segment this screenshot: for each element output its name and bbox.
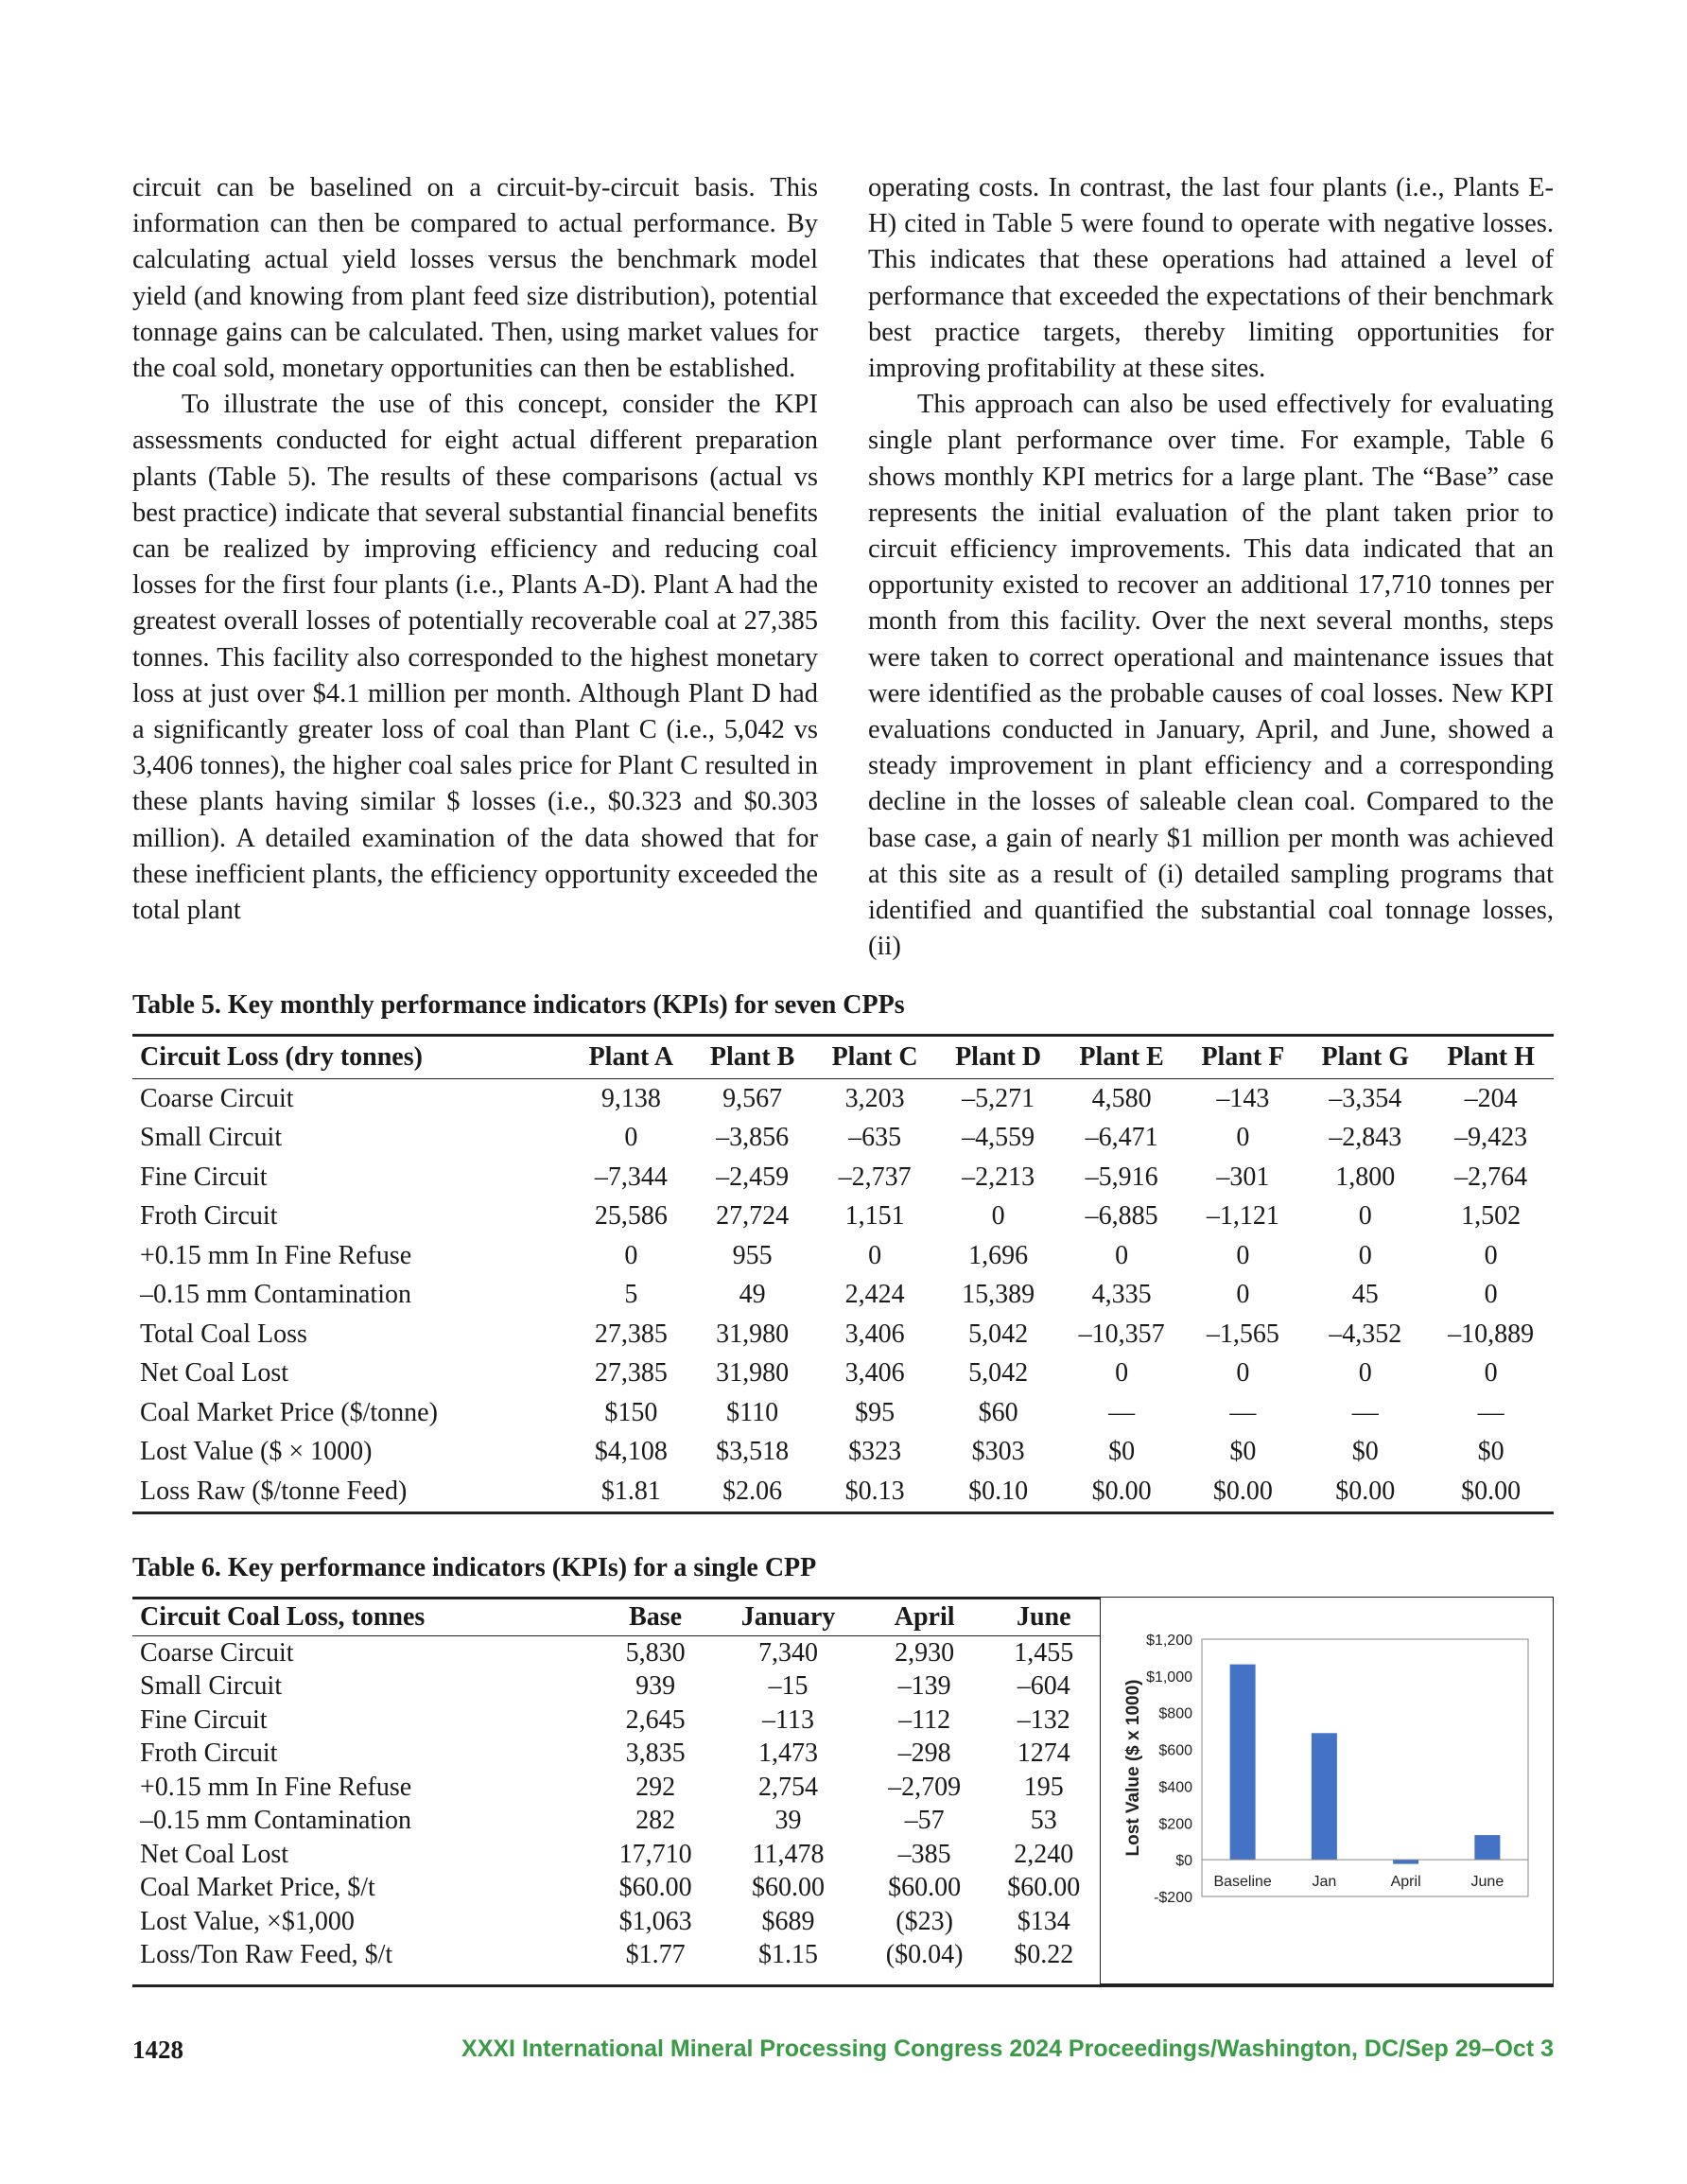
- table-cell: 1274: [1017, 1738, 1070, 1769]
- table-cell: –15: [768, 1671, 809, 1702]
- row-label: Coarse Circuit: [140, 1637, 294, 1668]
- table-cell: 49: [739, 1280, 766, 1310]
- table-cell: 45: [1351, 1280, 1379, 1310]
- table-cell: –2,737: [838, 1162, 912, 1192]
- row-label: –0.15 mm Contamination: [140, 1806, 411, 1836]
- table-cell: –204: [1464, 1083, 1518, 1113]
- column-header: Plant F: [1201, 1042, 1285, 1072]
- y-tick-label: $400: [1158, 1779, 1192, 1796]
- table-cell: 15,389: [962, 1280, 1035, 1310]
- x-tick-label: June: [1470, 1874, 1504, 1891]
- table-cell: 0: [991, 1201, 1005, 1232]
- row-label: Loss/Ton Raw Feed, $/t: [140, 1940, 393, 1970]
- table-cell: $1,063: [618, 1906, 692, 1936]
- table-cell: –3,856: [716, 1123, 790, 1153]
- y-tick-label: -$200: [1154, 1890, 1192, 1906]
- table-row: [132, 1354, 1554, 1394]
- table-cell: 27,724: [716, 1201, 790, 1232]
- column-header: Plant H: [1447, 1042, 1535, 1072]
- column-header: Plant A: [588, 1042, 674, 1072]
- table-cell: 1,455: [1014, 1637, 1074, 1668]
- column-header: Plant D: [955, 1042, 1042, 1072]
- table-cell: $1.77: [625, 1940, 686, 1970]
- row-label: Net Coal Lost: [140, 1358, 289, 1389]
- y-tick-label: $1,000: [1146, 1669, 1192, 1686]
- table-cell: 0: [1115, 1358, 1129, 1389]
- table-cell: $60.00: [888, 1873, 962, 1903]
- table-row: [132, 1236, 1554, 1276]
- table-cell: –139: [897, 1671, 951, 1702]
- table-row: [132, 1079, 1554, 1119]
- row-label: Net Coal Lost: [140, 1839, 289, 1869]
- table-cell: –2,764: [1454, 1162, 1528, 1192]
- table-cell: 292: [635, 1772, 676, 1802]
- row-label: Coarse Circuit: [140, 1083, 294, 1113]
- table-row: [132, 1939, 1102, 1973]
- table-cell: –604: [1017, 1671, 1070, 1702]
- table-cell: 31,980: [716, 1319, 790, 1349]
- x-tick-label: Baseline: [1213, 1874, 1272, 1891]
- table-cell: –635: [848, 1123, 902, 1153]
- table-cell: –1,565: [1206, 1319, 1279, 1349]
- table-cell: 3,203: [844, 1083, 905, 1113]
- table-cell: 0: [1236, 1240, 1250, 1270]
- table-cell: 11,478: [752, 1839, 825, 1869]
- table-row: [132, 1905, 1102, 1939]
- table-cell: –7,344: [594, 1162, 668, 1192]
- paragraph: To illustrate the use of this concept, consider the KPI assessments conducted for eight actual different preparation plants (Table 5). The results of these comparisons (actual vs best practice) indicate that several substantial financial benefits can be realized by improving efficiency and reducing coal losses for the first four plants (i.e., Plants A-D). Plant A had the greatest overall losses of potentially recoverable coal at 27,385 tonnes. This facility also corresponded to the highest monetary loss at just over $4.1 million per month. Although Plant D had a significantly greater loss of coal than Plant C (i.e., 5,042 vs 3,406 tonnes), the higher coal sales price for Plant C resulted in these plants having similar $ losses (i.e., $0.323 and $0.303 million). A detailed examination of the data showed that for these inefficient plants, the efficiency opportunity exceeded the total plant: [132, 390, 818, 926]
- column-header: Plant B: [709, 1042, 795, 1072]
- column-header: April: [894, 1602, 955, 1632]
- table-cell: 5,042: [968, 1358, 1029, 1389]
- row-label: Coal Market Price ($/tonne): [140, 1397, 438, 1427]
- table-cell: 17,710: [618, 1839, 692, 1869]
- table-row: [132, 1276, 1554, 1316]
- table-cell: $0: [1351, 1437, 1379, 1467]
- table-cell: –6,885: [1085, 1201, 1158, 1232]
- table-cell: 0: [868, 1240, 882, 1270]
- table-row: [132, 1472, 1554, 1512]
- table-cell: 0: [1236, 1123, 1250, 1153]
- y-tick-label: $200: [1158, 1816, 1192, 1833]
- y-axis-label: Lost Value ($ x 1000): [1123, 1679, 1143, 1857]
- table-cell: –3,354: [1329, 1083, 1402, 1113]
- table-cell: 9,567: [722, 1083, 783, 1113]
- row-label: Fine Circuit: [140, 1162, 268, 1192]
- table-cell: $60: [978, 1397, 1018, 1427]
- y-tick-label: $1,200: [1146, 1633, 1192, 1649]
- row-label: Coal Market Price, $/t: [140, 1873, 375, 1903]
- table-cell: 0: [1358, 1201, 1372, 1232]
- y-tick-label: $0: [1175, 1853, 1192, 1870]
- table-row: [132, 1838, 1102, 1872]
- table-cell: 0: [1115, 1240, 1129, 1270]
- table-cell: 955: [732, 1240, 773, 1270]
- table-cell: –2,843: [1329, 1123, 1402, 1153]
- table-cell: 31,980: [716, 1358, 790, 1389]
- table6: [132, 1599, 1102, 1972]
- bar: [1393, 1860, 1418, 1863]
- table-cell: $60.00: [1007, 1873, 1081, 1903]
- table-cell: 0: [624, 1123, 638, 1153]
- table-cell: 5,830: [625, 1637, 686, 1668]
- table-cell: 0: [1484, 1280, 1498, 1310]
- table-cell: –2,459: [716, 1162, 790, 1192]
- table-cell: 2,240: [1014, 1839, 1074, 1869]
- column-header: Circuit Loss (dry tonnes): [140, 1042, 423, 1072]
- table-cell: –2,213: [962, 1162, 1035, 1192]
- table-header-row: [132, 1599, 1102, 1636]
- row-label: +0.15 mm In Fine Refuse: [140, 1240, 412, 1270]
- paragraph: circuit can be baselined on a circuit-by-circuit basis. This information can then be compared to actual performance. By calculating actual yield losses versus the benchmark model yield (and knowing from plant feed size distribution), potential tonnage gains can be calculated. Then, using market values for the coal sold, monetary opportunities can then be established.: [132, 173, 818, 384]
- column-header: Base: [629, 1602, 683, 1632]
- footer-text: XXXI International Mineral Processing Congress 2024 Proceedings/Washington, DC/Sep 29–Oct 3: [461, 2035, 1554, 2062]
- table6-block: [132, 1597, 1554, 1987]
- table-cell: ($23): [896, 1906, 953, 1936]
- table-cell: $0.00: [1212, 1476, 1273, 1506]
- table-cell: 1,151: [844, 1201, 905, 1232]
- table-cell: $303: [971, 1437, 1025, 1467]
- lost-value-chart: [1100, 1597, 1554, 1984]
- table-cell: 3,835: [625, 1738, 686, 1769]
- table-cell: 1,502: [1461, 1201, 1522, 1232]
- table-cell: –10,357: [1078, 1319, 1165, 1349]
- table-cell: $0.00: [1461, 1476, 1522, 1506]
- table-cell: $1.81: [600, 1476, 661, 1506]
- table-cell: 39: [774, 1806, 802, 1836]
- table-cell: $150: [604, 1397, 658, 1427]
- table-cell: $0: [1477, 1437, 1504, 1467]
- table-cell: $60.00: [618, 1873, 692, 1903]
- table-cell: 939: [635, 1671, 676, 1702]
- table-cell: 4,335: [1091, 1280, 1152, 1310]
- table-cell: –1,121: [1206, 1201, 1279, 1232]
- row-label: +0.15 mm In Fine Refuse: [140, 1772, 412, 1802]
- table-cell: $0.22: [1014, 1940, 1074, 1970]
- table-row: [132, 1636, 1102, 1670]
- table-cell: $60.00: [752, 1873, 825, 1903]
- table-row: [132, 1197, 1554, 1237]
- table-cell: $0.13: [844, 1476, 905, 1506]
- column-header: Circuit Coal Loss, tonnes: [140, 1602, 426, 1632]
- table-cell: $3,518: [716, 1437, 790, 1467]
- table-cell: 5,042: [968, 1319, 1029, 1349]
- table-cell: $0.00: [1335, 1476, 1396, 1506]
- table-cell: 1,473: [758, 1738, 818, 1769]
- table-cell: 27,385: [594, 1358, 668, 1389]
- table-cell: 0: [1484, 1240, 1498, 1270]
- table-cell: –6,471: [1085, 1123, 1158, 1153]
- table-header-row: [132, 1036, 1554, 1079]
- table-cell: –57: [904, 1806, 945, 1836]
- table-cell: $0: [1229, 1437, 1257, 1467]
- row-label: Small Circuit: [140, 1671, 283, 1702]
- table-row: [132, 1315, 1554, 1354]
- table-cell: –385: [897, 1839, 951, 1869]
- paragraph: This approach can also be used effectively for evaluating single plant performance over time. For example, Table 6 shows monthly KPI metrics for a large plant. The “Base” case represents the initial evaluation of the plant taken prior to circuit efficiency improvements. This data indicated that an opportunity existed to recover an additional 17,710 tonnes per month from this facility. Over the next several months, steps were taken to correct operational and maintenance issues that were identified as the probable causes of coal losses. New KPI evaluations conducted in January, April, and June, showed a steady improvement in plant efficiency and a corresponding decline in the losses of saleable clean coal. Compared to the base case, a gain of nearly $1 million per month was achieved at this site as a result of (i) detailed sampling programs that identified and quantified the substantial coal tonnage losses, (ii): [868, 390, 1554, 962]
- table-cell: 3,406: [844, 1358, 905, 1389]
- bar: [1312, 1733, 1337, 1860]
- table-cell: –143: [1216, 1083, 1270, 1113]
- table-body: [132, 1079, 1554, 1513]
- table-cell: –298: [897, 1738, 951, 1769]
- table-cell: –113: [762, 1704, 814, 1735]
- left-text-column: [132, 170, 818, 929]
- right-text-column: [868, 170, 1554, 965]
- row-label: Froth Circuit: [140, 1201, 278, 1232]
- row-label: Lost Value, ×$1,000: [140, 1906, 355, 1936]
- table-cell: $0: [1108, 1437, 1136, 1467]
- table-cell: –2,709: [888, 1772, 962, 1802]
- table-cell: –4,352: [1329, 1319, 1402, 1349]
- table-cell: 282: [635, 1806, 676, 1836]
- table-cell: 53: [1030, 1806, 1057, 1836]
- page-number: 1428: [132, 2035, 183, 2064]
- table-cell: 1,800: [1335, 1162, 1396, 1192]
- table-cell: 0: [1236, 1280, 1250, 1310]
- table-cell: $323: [848, 1437, 902, 1467]
- row-label: Lost Value ($ × 1000): [140, 1437, 373, 1467]
- table-cell: $4,108: [594, 1437, 668, 1467]
- table-cell: —: [1229, 1397, 1257, 1427]
- table-cell: –9,423: [1454, 1123, 1528, 1153]
- table-cell: 9,138: [600, 1083, 661, 1113]
- table-cell: 2,424: [844, 1280, 905, 1310]
- row-label: Fine Circuit: [140, 1704, 268, 1735]
- column-header: January: [740, 1602, 836, 1632]
- table-cell: $134: [1017, 1906, 1070, 1936]
- column-header: Plant G: [1321, 1042, 1410, 1072]
- table-cell: –112: [898, 1704, 951, 1735]
- row-label: Froth Circuit: [140, 1738, 278, 1769]
- row-label: Total Coal Loss: [140, 1319, 307, 1349]
- table-cell: 0: [1484, 1358, 1498, 1389]
- chart-svg: [1101, 1598, 1553, 1983]
- row-label: Small Circuit: [140, 1123, 283, 1153]
- table-row: [132, 1393, 1554, 1433]
- table-cell: 5: [624, 1280, 638, 1310]
- table-row: [132, 1738, 1102, 1772]
- table-cell: $95: [855, 1397, 896, 1427]
- table-cell: 2,930: [895, 1637, 955, 1668]
- table-cell: ($0.04): [885, 1940, 964, 1970]
- table-cell: –10,889: [1448, 1319, 1535, 1349]
- table-row: [132, 1670, 1102, 1704]
- table-row: [132, 1704, 1102, 1738]
- table-cell: 0: [1358, 1358, 1372, 1389]
- table-cell: 0: [624, 1240, 638, 1270]
- table-cell: 0: [1358, 1240, 1372, 1270]
- row-label: –0.15 mm Contamination: [140, 1280, 411, 1310]
- table-body: [132, 1636, 1102, 1973]
- table-cell: 195: [1023, 1772, 1064, 1802]
- table-cell: $110: [726, 1397, 779, 1427]
- y-tick-label: $800: [1158, 1705, 1192, 1722]
- table-cell: —: [1108, 1397, 1136, 1427]
- table-row: [132, 1872, 1102, 1906]
- table-cell: $1.15: [758, 1940, 818, 1970]
- y-tick-label: $600: [1158, 1742, 1192, 1759]
- table-cell: $2.06: [722, 1476, 783, 1506]
- table-row: [132, 1433, 1554, 1473]
- table-cell: $689: [761, 1906, 815, 1936]
- table-cell: 2,645: [625, 1704, 686, 1735]
- table-cell: –5,916: [1085, 1162, 1158, 1192]
- table-row: [132, 1158, 1554, 1197]
- table-cell: –4,559: [962, 1123, 1035, 1153]
- table-cell: 25,586: [594, 1201, 668, 1232]
- column-header: June: [1016, 1602, 1071, 1632]
- table5: [132, 1034, 1554, 1514]
- column-header: Plant C: [831, 1042, 918, 1072]
- row-label: Loss Raw ($/tonne Feed): [140, 1476, 408, 1506]
- table-cell: –5,271: [962, 1083, 1035, 1113]
- x-tick-label: Jan: [1312, 1874, 1337, 1891]
- table-cell: –132: [1017, 1704, 1070, 1735]
- table-row: [132, 1119, 1554, 1159]
- table-cell: 7,340: [758, 1637, 818, 1668]
- paragraph: operating costs. In contrast, the last four plants (i.e., Plants E-H) cited in Table 5 were found to operate with negative losses. This indicates that these operations had attained a level of performance that exceeded the expectations of their benchmark best practice targets, thereby limiting opportunities for improving profitability at these sites.: [868, 173, 1554, 384]
- table-cell: $0.10: [968, 1476, 1029, 1506]
- table6-caption: Table 6. Key performance indicators (KPIs) for a single CPP: [132, 1553, 817, 1582]
- table-cell: 4,580: [1091, 1083, 1152, 1113]
- table-cell: –301: [1216, 1162, 1270, 1192]
- table-cell: 2,754: [758, 1772, 818, 1802]
- table5-caption: Table 5. Key monthly performance indicators (KPIs) for seven CPPs: [132, 990, 905, 1020]
- bar: [1474, 1835, 1500, 1860]
- column-header: Plant E: [1079, 1042, 1164, 1072]
- table-cell: 27,385: [594, 1319, 668, 1349]
- table-row: [132, 1771, 1102, 1805]
- table-cell: 0: [1236, 1358, 1250, 1389]
- bar: [1230, 1665, 1256, 1861]
- table-cell: —: [1351, 1397, 1379, 1427]
- table-cell: 3,406: [844, 1319, 905, 1349]
- x-tick-label: April: [1390, 1874, 1421, 1891]
- table-cell: $0.00: [1091, 1476, 1152, 1506]
- table-cell: 1,696: [968, 1240, 1029, 1270]
- table-cell: —: [1477, 1397, 1504, 1427]
- table-row: [132, 1805, 1102, 1839]
